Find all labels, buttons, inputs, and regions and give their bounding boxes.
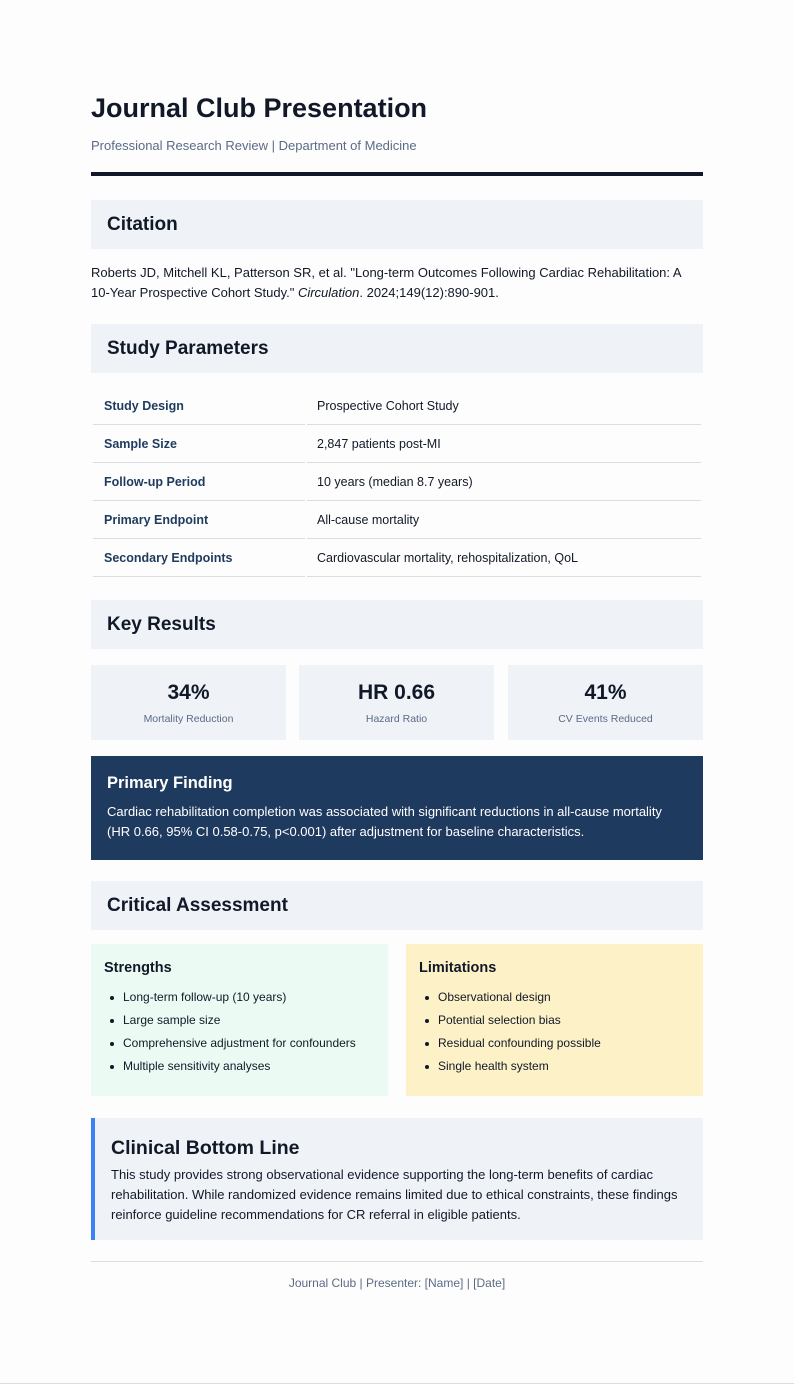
param-value: Prospective Cohort Study: [307, 387, 701, 425]
metric-card-hazard-ratio: [299, 665, 494, 740]
primary-finding-text: Cardiac rehabilitation completion was associated with significant reductions in all-cause mortality (HR 0.66, 95% CI 0.58-0.75, p<0.001) after adjustment for baseline characteristics.: [107, 804, 662, 839]
param-label: Study Design: [93, 387, 305, 425]
metric-value: 34%: [167, 681, 210, 704]
key-results-metrics: [91, 665, 703, 740]
metric-card-cv-events: [508, 665, 703, 740]
title-divider: [91, 172, 703, 176]
study-parameters-heading: Study Parameters: [91, 324, 703, 373]
citation-journal: Circulation: [297, 285, 360, 300]
param-value: 2,847 patients post-MI: [307, 425, 701, 463]
table-row: [93, 539, 701, 577]
bottom-line-title: Clinical Bottom Line: [111, 1137, 300, 1159]
list-item: Long-term follow-up (10 years): [104, 986, 375, 1009]
list-item: Potential selection bias: [419, 1009, 690, 1032]
list-item: Large sample size: [104, 1009, 375, 1032]
table-row: [93, 387, 701, 425]
param-value: Cardiovascular mortality, rehospitalization, QoL: [307, 539, 701, 577]
param-value: All-cause mortality: [307, 501, 701, 539]
footer-text: Journal Club | Presenter: [Name] | [Date]: [288, 1276, 506, 1290]
clinical-bottom-line-box: [91, 1118, 703, 1240]
list-item: Observational design: [419, 986, 690, 1009]
strengths-list: [104, 986, 375, 1078]
limitations-list: [419, 986, 690, 1078]
metric-value: HR 0.66: [357, 681, 436, 704]
limitations-panel: [406, 944, 703, 1096]
citation-text: [91, 263, 703, 303]
param-label: Primary Endpoint: [93, 501, 305, 539]
strengths-title: Strengths: [104, 960, 172, 976]
bottom-line-text: This study provides strong observational evidence supporting the long-term benefits of cardiac rehabilitation. While randomized evidence remains limited due to ethical constraints, these findings reinforce guideline recommendations for CR referral in eligible patients.: [111, 1167, 678, 1222]
citation-heading: Citation: [91, 200, 703, 249]
page-title: Journal Club Presentation: [91, 93, 428, 123]
param-value: 10 years (median 8.7 years): [307, 463, 701, 501]
metric-card-mortality: [91, 665, 286, 740]
param-label: Follow-up Period: [93, 463, 305, 501]
param-label: Sample Size: [93, 425, 305, 463]
limitations-title: Limitations: [419, 960, 497, 976]
param-label: Secondary Endpoints: [93, 539, 305, 577]
table-row: [93, 501, 701, 539]
page-bottom-border: [0, 1383, 794, 1384]
citation-authors-title: Roberts JD, Mitchell KL, Patterson SR, et al. "Long-term Outcomes Following Cardiac Rehabilitation: A 10-Year Prospective Cohort Study.": [91, 265, 681, 300]
table-row: [93, 425, 701, 463]
study-parameters-table: [91, 387, 703, 577]
list-item: Multiple sensitivity analyses: [104, 1055, 375, 1078]
metric-value: 41%: [584, 681, 627, 704]
citation-volume: . 2024;149(12):890-901.: [359, 285, 499, 300]
list-item: Single health system: [419, 1055, 690, 1078]
critical-assessment-heading: Critical Assessment: [91, 881, 703, 930]
footer-divider: [91, 1261, 703, 1262]
key-results-heading: Key Results: [91, 600, 703, 649]
table-row: [93, 463, 701, 501]
page-subtitle: Professional Research Review | Department of Medicine: [91, 138, 417, 153]
list-item: Comprehensive adjustment for confounders: [104, 1032, 375, 1055]
metric-label: CV Events Reduced: [558, 713, 653, 725]
list-item: Residual confounding possible: [419, 1032, 690, 1055]
strengths-panel: [91, 944, 388, 1096]
metric-label: Mortality Reduction: [143, 713, 234, 725]
metric-label: Hazard Ratio: [365, 713, 428, 725]
primary-finding-box: [91, 756, 703, 860]
primary-finding-title: Primary Finding: [107, 774, 233, 792]
